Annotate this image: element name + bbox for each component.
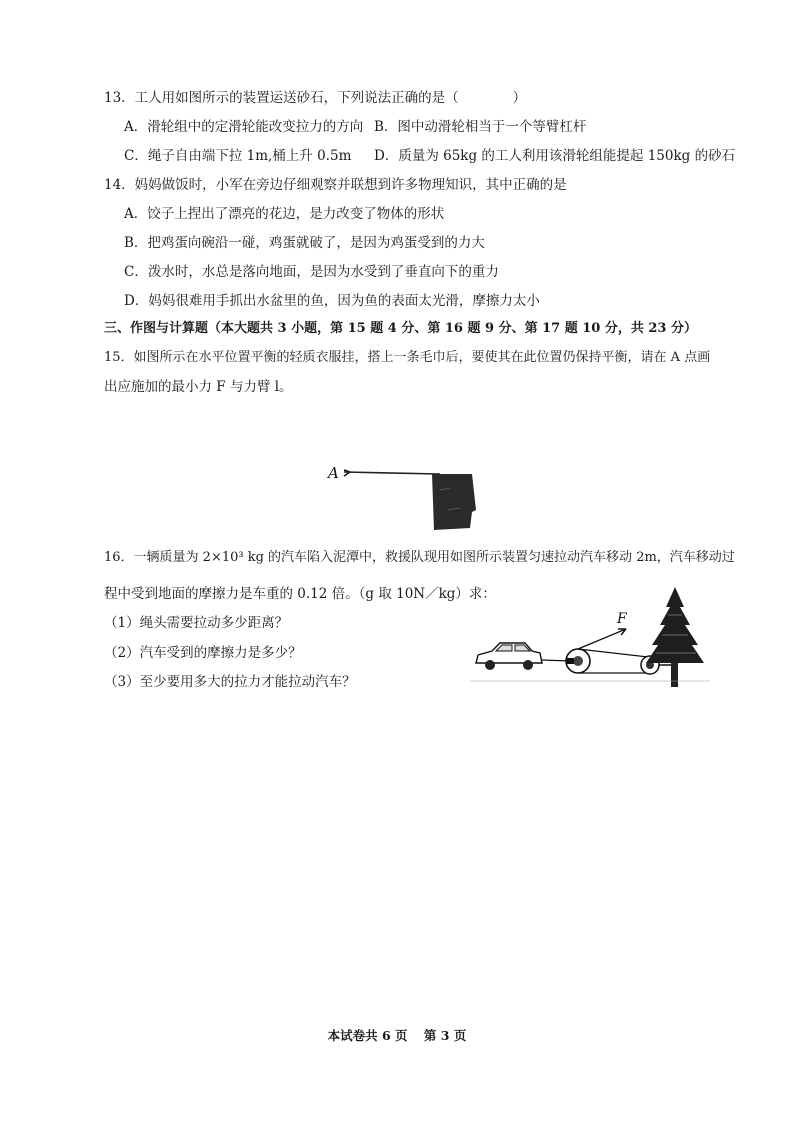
q14-option-a: A．饺子上捏出了漂亮的花边，是力改变了物体的形状 bbox=[124, 206, 445, 222]
q16-sub2: （2）汽车受到的摩擦力是多少？ bbox=[104, 645, 302, 661]
q16-line2: 程中受到地面的摩擦力是车重的 0.12 倍。（g 取 10N／kg）求： bbox=[104, 586, 496, 602]
q13-option-b: B．图中动滑轮相当于一个等臂杠杆 bbox=[374, 119, 587, 135]
q16-line1: 16．一辆质量为 2×10³ kg 的汽车陷入泥潭中，救援队现用如图所示装置匀速拉动汽车移动 2m，汽车移动过 bbox=[104, 550, 735, 565]
q16-sub1: （1）绳头需要拉动多少距离？ bbox=[104, 615, 289, 631]
car-icon bbox=[476, 643, 542, 670]
q13-option-d: D．质量为 65kg 的工人利用该滑轮组能提起 150kg 的砂石 bbox=[374, 148, 736, 164]
q15-hanger-figure bbox=[320, 450, 490, 535]
q13-option-c: C．绳子自由端下拉 1m,桶上升 0.5m bbox=[124, 148, 352, 164]
footer-page-number: 第 3 页 bbox=[423, 1028, 467, 1043]
hanger-hook-icon bbox=[344, 470, 350, 476]
q14-stem: 14．妈妈做饭时，小军在旁边仔细观察并联想到许多物理知识，其中正确的是 bbox=[104, 177, 567, 193]
q13-option-a: A．滑轮组中的定滑轮能改变拉力的方向 bbox=[124, 119, 364, 135]
towel-shape bbox=[432, 474, 476, 530]
q14-option-b: B．把鸡蛋向碗沿一碰，鸡蛋就破了，是因为鸡蛋受到的力大 bbox=[124, 235, 485, 251]
page-footer bbox=[0, 1026, 794, 1044]
hanger-bar bbox=[344, 472, 440, 474]
q14-option-c: C．泼水时，水总是落向地面，是因为水受到了垂直向下的重力 bbox=[124, 264, 499, 280]
q14-option-d: D．妈妈很难用手抓出水盆里的鱼，因为鱼的表面太光滑，摩擦力太小 bbox=[124, 293, 540, 309]
section3-heading: 三、作图与计算题（本大题共 3 小题，第 15 题 4 分、第 16 题 9 分、第 17 题 10 分，共 23 分） bbox=[104, 321, 698, 336]
q16-pulley-figure bbox=[470, 585, 715, 690]
q16-force-label: F bbox=[617, 611, 627, 627]
q15-line2: 出应施加的最小力 F 与力臂 l。 bbox=[104, 379, 293, 395]
q16-sub3: （3）至少要用多大的拉力才能拉动汽车？ bbox=[104, 674, 356, 690]
movable-pulley-icon bbox=[566, 649, 590, 673]
q15-point-a-label: A bbox=[328, 464, 339, 482]
q15-line1: 15．如图所示在水平位置平衡的轻质衣服挂，搭上一条毛巾后，要使其在此位置仍保持平衡，请在 A 点画 bbox=[104, 350, 711, 365]
q13-stem: 13．工人用如图所示的装置运送砂石，下列说法正确的是（ ） bbox=[104, 90, 527, 106]
footer-total-pages: 本试卷共 6 页 bbox=[327, 1028, 408, 1043]
